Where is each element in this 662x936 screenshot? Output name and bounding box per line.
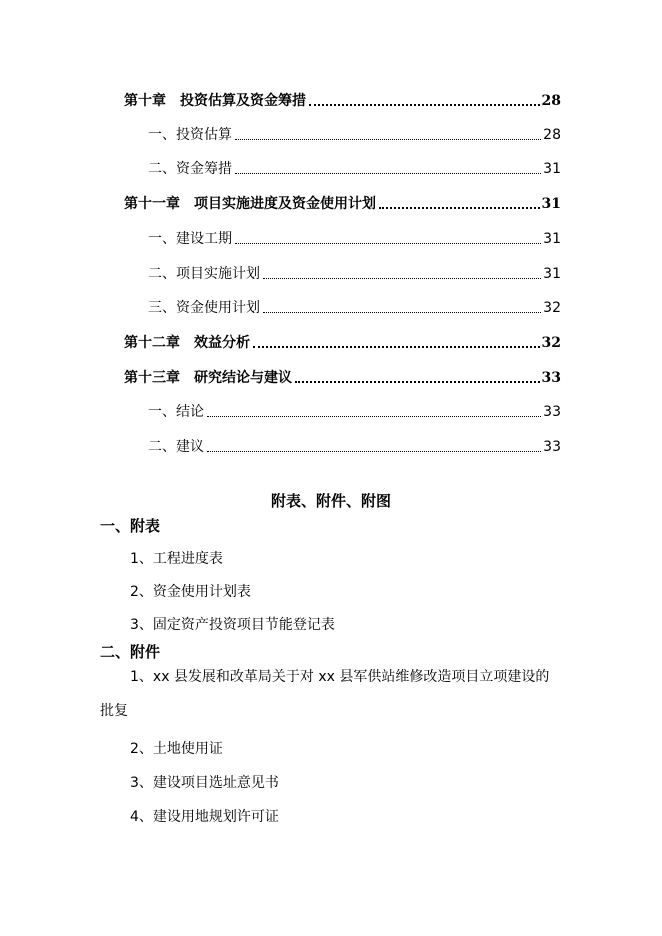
attachment-item: 3、建设项目选址意见书 [130,775,279,791]
toc-section[interactable] [148,295,561,317]
toc-page-number: 33 [543,404,561,420]
attached-table-item: 3、固定资产投资项目节能登记表 [130,617,335,633]
toc-title: 二、建议 [148,439,204,455]
toc-title: 第十三章 研究结论与建议 [124,370,292,386]
toc-title: 第十一章 项目实施进度及资金使用计划 [124,196,376,212]
attachment-item: 1、xx 县发展和改革局关于对 xx 县军供站维修改造项目立项建设的批复 [100,669,550,719]
toc-leader [207,415,541,417]
toc-page-number: 28 [541,93,561,109]
toc-leader [253,345,540,348]
toc-page-number: 32 [541,335,561,351]
toc-page-number: 33 [543,439,561,455]
toc-leader [263,311,541,313]
toc-page-number: 32 [543,300,561,316]
appendix-heading: 附表、附件、附图 [270,492,391,510]
part-attached-tables-title: 一、附表 [100,517,161,535]
toc-leader [309,103,540,106]
toc-title: 第十章 投资估算及资金筹措 [124,93,306,109]
toc-leader [235,138,541,140]
toc-page-number: 33 [541,370,561,386]
toc-leader [263,277,541,279]
toc-page-number: 31 [543,231,561,247]
toc-page-number: 31 [543,266,561,282]
toc-leader [207,450,541,452]
toc-title: 二、资金筹措 [148,161,232,177]
toc-title: 二、项目实施计划 [148,266,260,282]
attached-table-item: 1、工程进度表 [130,551,223,567]
toc-section[interactable] [148,434,561,456]
toc-chapter-11[interactable] [124,191,561,213]
toc-page-number: 31 [541,196,561,212]
part-attachments-title: 二、附件 [100,643,161,661]
toc-chapter-10[interactable] [124,88,561,110]
toc-section[interactable] [148,122,561,144]
toc-section[interactable] [148,261,561,283]
toc-page-number: 31 [543,161,561,177]
toc-page-number: 28 [543,127,561,143]
toc-section[interactable] [148,226,561,248]
toc-leader [235,172,541,174]
toc-leader [295,380,540,383]
attachment-item: 4、建设用地规划许可证 [130,809,279,825]
toc-section[interactable] [148,156,561,178]
toc-title: 一、建设工期 [148,231,232,247]
toc-title: 第十二章 效益分析 [124,335,250,351]
toc-title: 三、资金使用计划 [148,300,260,316]
toc-section[interactable] [148,399,561,421]
attached-table-item: 2、资金使用计划表 [130,584,251,600]
toc-leader [379,206,540,209]
toc-title: 一、结论 [148,404,204,420]
toc-title: 一、投资估算 [148,127,232,143]
attachment-item: 2、土地使用证 [130,741,223,757]
toc-chapter-13[interactable] [124,365,561,387]
toc-chapter-12[interactable] [124,330,561,352]
toc-leader [235,242,541,244]
